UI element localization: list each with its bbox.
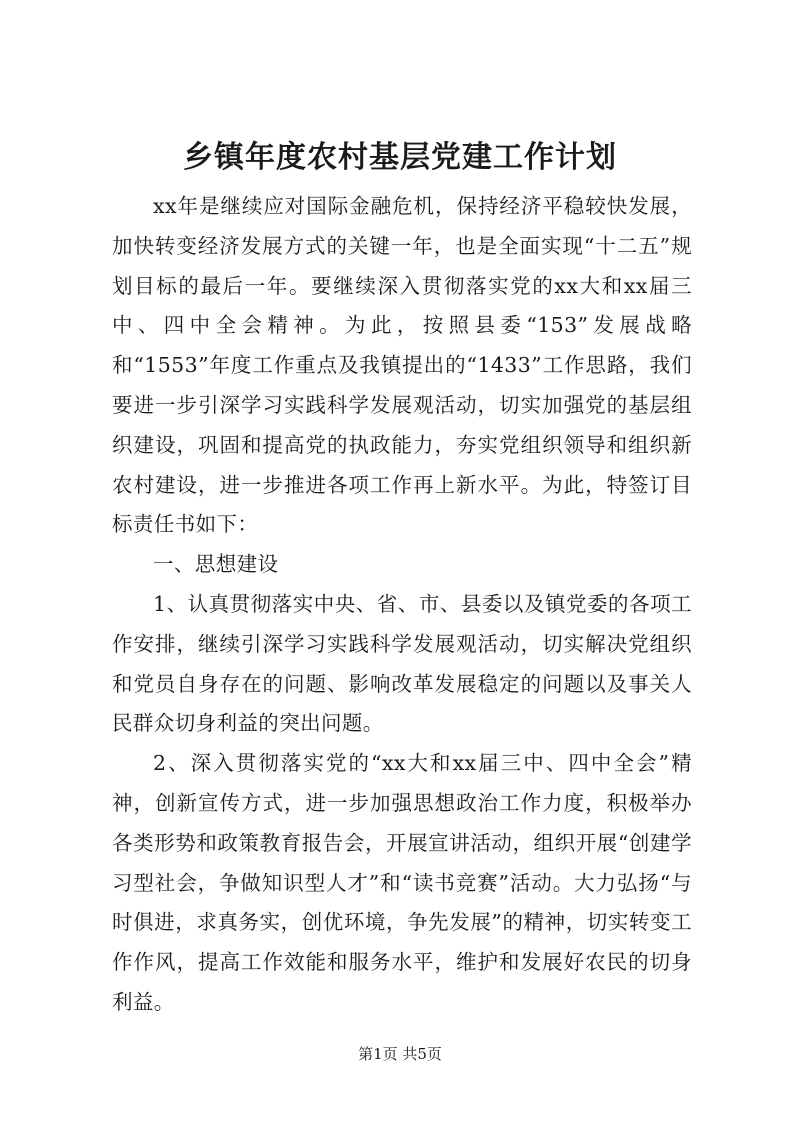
paragraph-item-1: 1、认真贯彻落实中央、省、市、县委以及镇党委的各项工作安排，继续引深学习实践科学发展观活动，切实解决党组织和党员自身存在的问题、影响改革发展稳定的问题以及事关人民群众切身利益的突出问题。 [112, 591, 692, 736]
document-title: 乡镇年度农村基层党建工作计划 [183, 140, 617, 175]
document-body [112, 187, 692, 1023]
page-number-footer: 第1页 共5页 [358, 1045, 442, 1063]
section-heading-ideology: 一、思想建设 [153, 552, 279, 577]
paragraph-intro: xx年是继续应对国际金融危机，保持经济平稳较快发展，加快转变经济发展方式的关键一年，也是全面实现“十二五”规划目标的最后一年。要继续深入贯彻落实党的xx大和xx届三中、四中全会精神。为此，按照县委“153”发展战略和“1553”年度工作重点及我镇提出的“1433”工作思路，我们要进一步引深学习实践科学发展观活动，切实加强党的基层组织建设，巩固和提高党的执政能力，夯实党组织领导和组织新农村建设，进一步推进各项工作再上新水平。为此，特签订目标责任书如下： [112, 194, 692, 537]
paragraph-item-2: 2、深入贯彻落实党的“xx大和xx届三中、四中全会”精神，创新宣传方式，进一步加强思想政治工作力度，积极举办各类形势和政策教育报告会，开展宣讲活动，组织开展“创建学习型社会，争做知识型人才”和“读书竞赛”活动。大力弘扬“与时俱进，求真务实，创优环境，争先发展”的精神，切实转变工作作风，提高工作效能和服务水平，维护和发展好农民的切身利益。 [112, 751, 692, 1014]
